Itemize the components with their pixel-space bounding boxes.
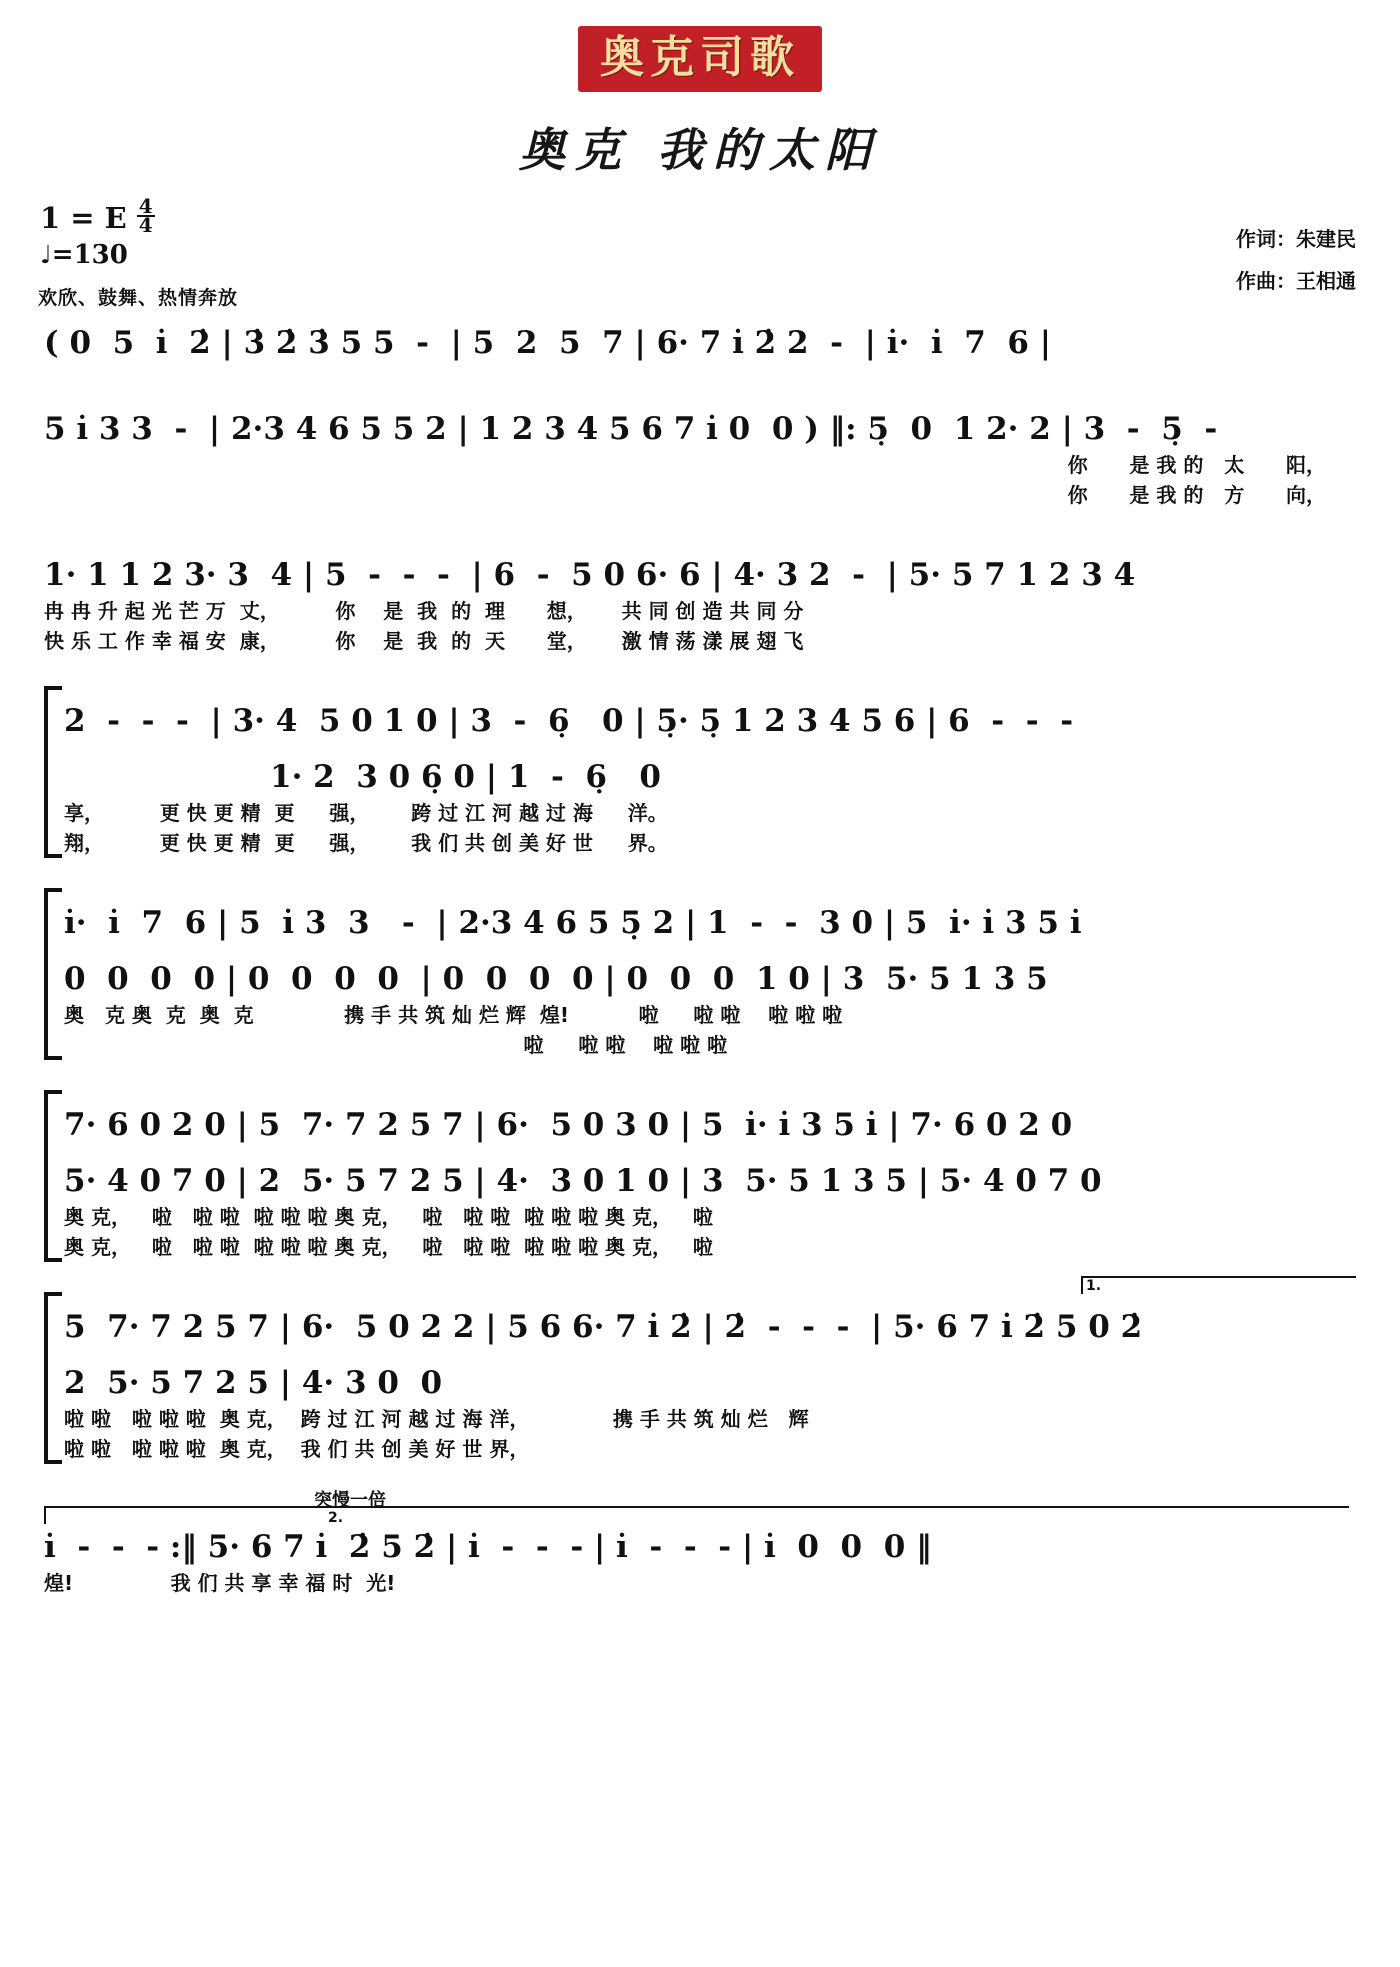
notation-line-4-top: 2 - - - | 3· 4 5 0 1 0 | 3 - 6̣ 0 | 5̣· 5̣ 1 2 3 4 5 6 | 6 - - - bbox=[64, 703, 1074, 739]
mood-marking: 欢欣、鼓舞、热情奔放 bbox=[38, 287, 239, 309]
volta-1-label: 1. bbox=[1086, 1278, 1102, 1294]
system-bracket bbox=[44, 1292, 62, 1464]
composer-credit: 作曲：王相通 bbox=[1236, 269, 1356, 293]
tempo-value: =130 bbox=[51, 240, 128, 270]
notation-line-7-bottom: 2 5· 5 7 2 5 | 4· 3 0 0 bbox=[64, 1365, 443, 1401]
system-bracket bbox=[44, 686, 62, 858]
tempo-marking bbox=[40, 240, 128, 270]
lyric-line-5b: 啦 啦 啦 啦 啦 啦 bbox=[64, 1033, 728, 1057]
music-system-4 bbox=[44, 686, 1356, 858]
notation-line-4-bottom: 1· 2 3 0 6̣ 0 | 1 - 6̣ 0 bbox=[270, 759, 661, 795]
music-system-8 bbox=[44, 1490, 1356, 1598]
lyric-line-4a: 享， 更 快 更 精 更 强， 跨 过 江 河 越 过 海 洋。 bbox=[64, 801, 668, 825]
lyric-line-2b: 你 是 我 的 方 向， bbox=[1067, 483, 1326, 507]
notation-line-1: ( 0 5 i̇ 2̇ | 3̇ 2̇ 3̇ 5 5 - | 5 2 5 7 | 6· 7 i̇ 2̇ 2 - | i̇· i̇ 7 6 | bbox=[44, 325, 1052, 361]
time-signature-denominator: 4 bbox=[138, 213, 153, 237]
music-system-7 bbox=[44, 1278, 1356, 1464]
quarter-note-icon: ♩ bbox=[40, 240, 52, 269]
lyric-line-6b: 奥 克， 啦 啦 啦 啦 啦 啦 奥 克， 啦 啦 啦 啦 啦 啦 奥 克， 啦 bbox=[64, 1235, 713, 1259]
logo-banner bbox=[0, 0, 1400, 92]
tempo-change-annotation: 突慢一倍 bbox=[314, 1490, 386, 1511]
music-system-1 bbox=[44, 308, 1356, 364]
notation-line-6-top: 7· 6 0 2 0 | 5 7· 7 2 5 7 | 6· 5 0 3 0 | 5 i̇· i̇ 3 5 i̇ | 7· 6 0 2 0 bbox=[64, 1107, 1073, 1143]
logo-box bbox=[578, 26, 822, 92]
notation-line-5-bottom: 0 0 0 0 | 0 0 0 0 | 0 0 0 0 | 0 0 0 1 0 | 3 5· 5 1 3 5 bbox=[64, 961, 1048, 997]
music-system-3 bbox=[44, 540, 1356, 656]
key-signature bbox=[40, 194, 155, 237]
lyric-line-3a: 冉 冉 升 起 光 芒 万 丈， 你 是 我 的 理 想， 共 同 创 造 共 同 分 bbox=[44, 599, 804, 623]
music-system-2 bbox=[44, 394, 1356, 510]
time-signature-numerator: 4 bbox=[138, 194, 153, 218]
lyricist-credit: 作词：朱建民 bbox=[1236, 227, 1356, 251]
lyric-line-6a: 奥 克， 啦 啦 啦 啦 啦 啦 奥 克， 啦 啦 啦 啦 啦 啦 奥 克， 啦 bbox=[64, 1205, 713, 1229]
volta-1-bracket bbox=[1081, 1276, 1356, 1294]
page-title: 奥克 我的太阳 bbox=[518, 123, 881, 177]
logo-text: 奥克司歌 bbox=[600, 32, 800, 83]
notation-line-7-top: 5 7· 7 2 5 7 | 6· 5 0 2 2 | 5 6 6· 7 i̇ 2̇ | 2̇ - - - | 5· 6 7 i̇ 2̇ 5 0 2̇ bbox=[64, 1309, 1143, 1345]
lyric-line-7b: 啦 啦 啦 啦 啦 奥 克， 我 们 共 创 美 好 世 界， bbox=[64, 1437, 530, 1461]
key-label: 1 = E bbox=[40, 201, 127, 235]
volta-2-label: 2. bbox=[328, 1510, 344, 1526]
credits bbox=[1236, 218, 1356, 302]
notation-line-8: i̇ - - - :‖ 5· 6 7 i̇ 2̇ 5 2̇ | i̇ - - - | i̇ - - - | i̇ 0 0 0 ‖ bbox=[44, 1529, 932, 1565]
lyric-line-3b: 快 乐 工 作 幸 福 安 康， 你 是 我 的 天 堂， 激 情 荡 漾 展 翅 飞 bbox=[44, 629, 804, 653]
notation-line-6-bottom: 5· 4 0 7 0 | 2 5· 5 7 2 5 | 4· 3 0 1 0 | 3 5· 5 1 3 5 | 5· 4 0 7 0 bbox=[64, 1163, 1102, 1199]
notation-line-3: 1· 1 1 2 3· 3 4 | 5 - - - | 6 - 5 0 6· 6 | 4· 3 2 - | 5· 5 7 1 2 3 4 bbox=[44, 557, 1136, 593]
notation-line-5-top: i̇· i̇ 7 6 | 5 i̇ 3 3 - | 2·3 4 6 5 5̣ 2 | 1 - - 3 0 | 5 i̇· i̇ 3 5 i̇ bbox=[64, 905, 1082, 941]
lyric-line-5a: 奥 克 奥 克 奥 克 携 手 共 筑 灿 烂 辉 煌! 啦 啦 啦 啦 啦 啦 bbox=[64, 1003, 843, 1027]
lyric-line-8a: 煌! 我 们 共 享 幸 福 时 光! bbox=[44, 1571, 396, 1595]
lyric-line-4b: 翔， 更 快 更 精 更 强， 我 们 共 创 美 好 世 界。 bbox=[64, 831, 668, 855]
music-system-5 bbox=[44, 888, 1356, 1060]
lyric-line-2a: 你 是 我 的 太 阳， bbox=[1067, 453, 1326, 477]
music-system-6 bbox=[44, 1090, 1356, 1262]
volta-2-bracket bbox=[44, 1506, 1349, 1524]
score-metadata bbox=[0, 188, 1400, 308]
notation-line-2: 5 i̇ 3 3 - | 2·3 4 6 5 5 2 | 1 2 3 4 5 6 7 i̇ 0 0 ) ‖: 5̣ 0 1 2· 2 | 3 - 5̣ - bbox=[44, 411, 1218, 447]
time-signature bbox=[137, 194, 155, 237]
lyric-line-7a: 啦 啦 啦 啦 啦 奥 克， 跨 过 江 河 越 过 海 洋， 携 手 共 筑 灿 烂 辉 bbox=[64, 1407, 809, 1431]
system-bracket bbox=[44, 888, 62, 1060]
system-bracket bbox=[44, 1090, 62, 1262]
